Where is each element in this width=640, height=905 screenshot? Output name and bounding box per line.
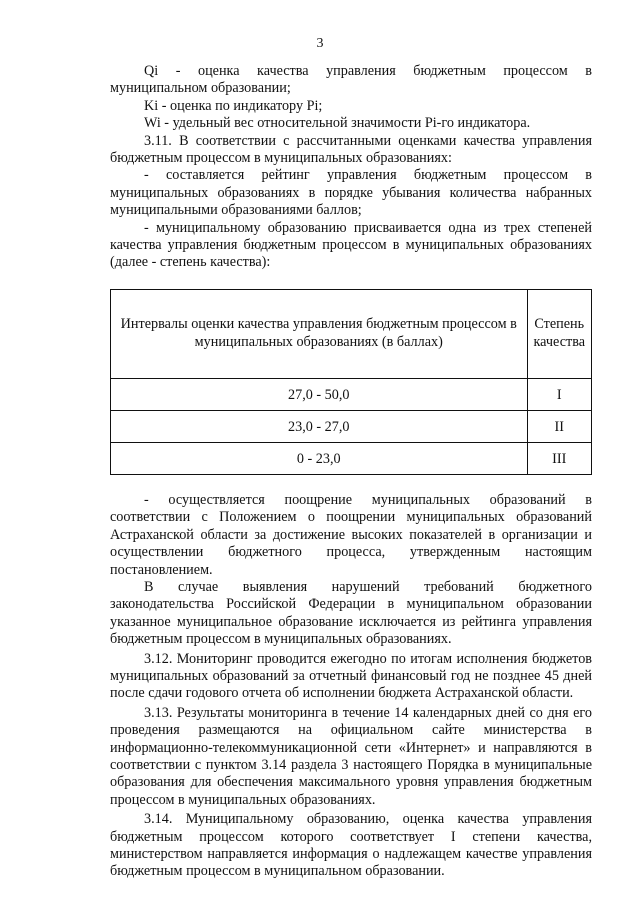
clause-3-14: 3.14. Муниципальному образованию, оценка качества управления бюджетным процессом которого соответствует I степени качества, министерством направляется информация о надлежащем качестве управления бюджетным процессом в муниципальном образовании. [110, 811, 592, 880]
clause-3-13: 3.13. Результаты мониторинга в течение 14 календарных дней со дня его проведения размещаются на официальном сайте министерства в информационно-телекоммуникационной сети «Интернет» и направляются в соответствии с пунктом 3.14 раздела 3 настоящего Порядка в муниципальные образования для обеспечения максимального уровня управления бюджетным процессом в муниципальных образованиях. [110, 704, 592, 808]
table-header-row [111, 289, 592, 378]
clause-violations: В случае выявления нарушений требований бюджетного законодательства Российской Федерации в муниципальном образовании указанное муниципальное образование исключается из рейтинга управления бюджетным процессом в муниципальных образованиях. [110, 578, 592, 648]
quality-degree-table-wrapper [110, 289, 592, 475]
clause-3-11: 3.11. В соответствии с рассчитанными оценками качества управления бюджетным процессом в муниципальных образованиях: [110, 132, 592, 167]
table-row [111, 410, 592, 442]
definition-qi: Qi - оценка качества управления бюджетным процессом в муниципальном образовании; [110, 63, 592, 97]
header-interval: Интервалы оценки качества управления бюджетным процессом в муниципальных образованиях (в баллах) [111, 289, 528, 378]
header-degree: Степень качества [527, 289, 592, 378]
table-row [111, 442, 592, 474]
clause-3-11-encouragement: - осуществляется поощрение муниципальных образований в соответствии с Положением о поощрении муниципальных образований Астраханской области за достижение высоких показателей в организации и осуществлении бюджетного процесса, утвержденным настоящим постановлением. [110, 491, 592, 578]
row-degree: II [527, 410, 592, 442]
document-body [110, 63, 592, 881]
clause-3-11-degree: - муниципальному образованию присваивается одна из трех степеней качества управления бюджетным процессом в муниципальных образованиях (далее - степень качества): [110, 219, 592, 271]
table-row [111, 378, 592, 410]
row-interval: 0 - 23,0 [111, 442, 528, 474]
clause-3-11-rating: - составляется рейтинг управления бюджетным процессом в муниципальных образованиях в порядке убывания количества набранных муниципальными образованиями баллов; [110, 167, 592, 219]
row-degree: III [527, 442, 592, 474]
row-interval: 23,0 - 27,0 [111, 410, 528, 442]
page-number: 3 [316, 36, 324, 51]
definition-ki: Ki - оценка по индикатору Pi; [144, 97, 323, 114]
row-interval: 27,0 - 50,0 [111, 378, 528, 410]
clause-3-12: 3.12. Мониторинг проводится ежегодно по итогам исполнения бюджетов муниципальных образований за отчетный финансовый год не позднее 45 дней после сдачи годового отчета об исполнении бюджета Астраханской области. [110, 650, 592, 702]
quality-degree-table [110, 289, 592, 475]
row-degree: I [527, 378, 592, 410]
definition-wi: Wi - удельный вес относительной значимости Pi-го индикатора. [144, 115, 531, 132]
